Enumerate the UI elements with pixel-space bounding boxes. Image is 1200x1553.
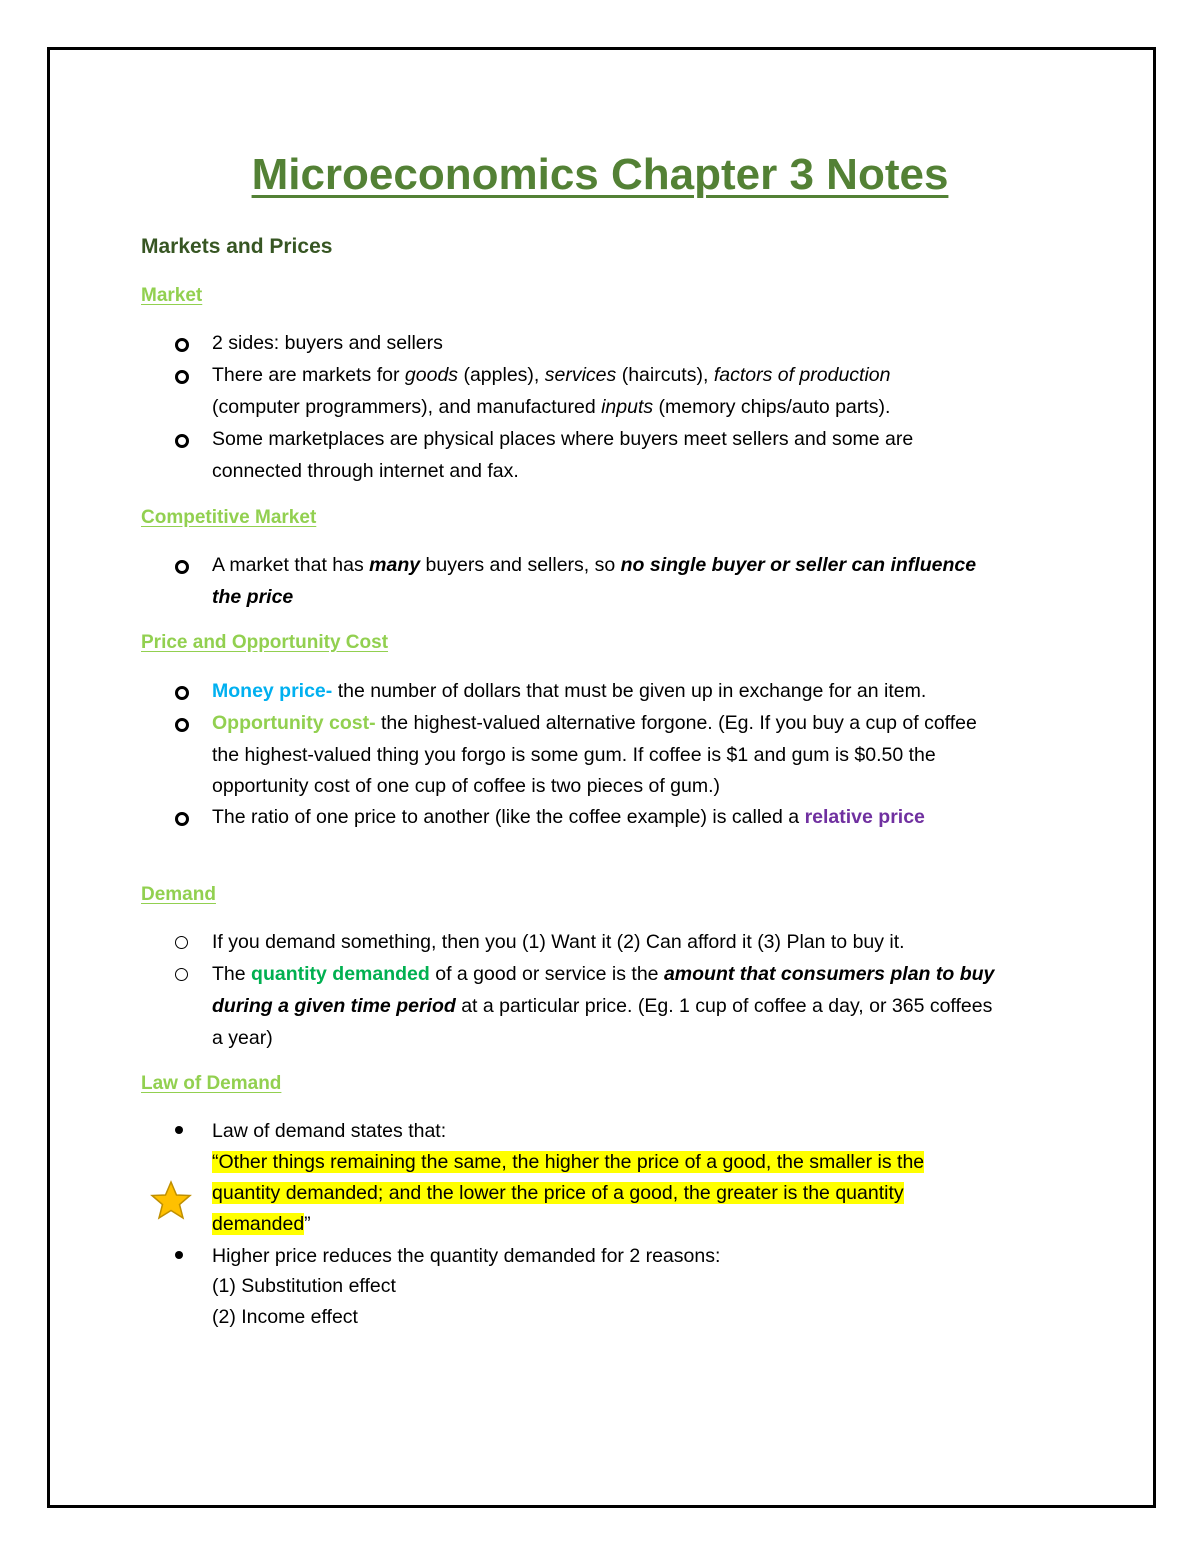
text: of a good or service is the	[429, 963, 664, 985]
market-bullet-1: 2 sides: buyers and sellers	[212, 332, 443, 354]
law-quote-line-3	[212, 1212, 311, 1236]
law-quote-line-2	[212, 1181, 904, 1205]
text: goods	[404, 364, 459, 386]
text: Money price-	[212, 680, 333, 702]
bullet-ring	[175, 560, 189, 574]
bullet-ring	[175, 338, 189, 352]
heading-price-opportunity-cost: Price and Opportunity Cost	[141, 632, 389, 653]
section-heading-markets-and-prices: Markets and Prices	[141, 235, 333, 258]
text: (apples),	[458, 364, 545, 386]
heading-demand: Demand	[141, 884, 216, 905]
text: demanded	[212, 1213, 305, 1235]
demand-bullet-2-cont-2: a year)	[212, 1027, 273, 1049]
market-bullet-2-cont	[212, 395, 890, 419]
bullet-ring	[175, 434, 189, 448]
bullet-ring-thin	[175, 968, 188, 981]
opportunity-cost-cont-1: the highest-valued thing you forgo is some gum. If coffee is $1 and gum is $0.50 the	[212, 744, 936, 766]
page-title: Microeconomics Chapter 3 Notes	[251, 150, 949, 199]
reason-1: (1) Substitution effect	[212, 1275, 396, 1297]
text: during a given time period	[212, 995, 456, 1017]
text: the number of dollars that must be given up in exchange for an item.	[332, 680, 927, 702]
competitive-bullet	[212, 553, 976, 577]
bullet-ring-thin	[175, 936, 188, 949]
heading-law-of-demand: Law of Demand	[141, 1073, 282, 1094]
market-bullet-3-cont: connected through internet and fax.	[212, 460, 519, 482]
text: “Other things remaining the same, the higher the price of a good, the smaller is the	[212, 1151, 925, 1173]
competitive-bullet-cont: the price	[212, 586, 294, 608]
demand-bullet-1: If you demand something, then you (1) Want it (2) Can afford it (3) Plan to buy it.	[212, 931, 905, 953]
text: quantity demanded	[251, 963, 430, 985]
text: A market that has	[212, 554, 370, 576]
law-bullet-2: Higher price reduces the quantity demanded for 2 reasons:	[212, 1245, 721, 1267]
demand-bullet-2	[212, 962, 994, 986]
heading-market: Market	[141, 285, 203, 306]
text: at a particular price. (Eg. 1 cup of coffee a day, or 365 coffees	[455, 995, 993, 1017]
text: (computer programmers), and manufactured	[212, 396, 602, 418]
bullet-ring	[175, 370, 189, 384]
text: no single buyer or seller can influence	[620, 554, 977, 576]
text: quantity demanded; and the lower the price of a good, the greater is the quantity	[212, 1182, 904, 1204]
heading-competitive-market: Competitive Market	[141, 507, 317, 528]
text: relative price	[804, 806, 925, 828]
law-bullet-1: Law of demand states that:	[212, 1120, 447, 1142]
relative-price-bullet	[212, 805, 925, 829]
star-icon	[150, 1180, 192, 1222]
text: ”	[304, 1213, 311, 1235]
market-bullet-3: Some marketplaces are physical places where buyers meet sellers and some are	[212, 428, 914, 450]
reason-2: (2) Income effect	[212, 1306, 358, 1328]
text: factors of production	[713, 364, 891, 386]
text: buyers and sellers, so	[420, 554, 621, 576]
text: many	[369, 554, 421, 576]
opportunity-cost-bullet	[212, 711, 977, 735]
money-price-bullet	[212, 679, 926, 703]
text: There are markets for	[212, 364, 405, 386]
law-quote-line-1	[212, 1150, 924, 1174]
market-bullet-2	[212, 363, 891, 387]
text: the highest-valued alternative forgone. (Eg. If you buy a cup of coffee	[375, 712, 977, 734]
text: The ratio of one price to another (like the coffee example) is called a	[212, 806, 805, 828]
bullet-dot	[175, 1251, 183, 1259]
text: (haircuts),	[616, 364, 714, 386]
text: amount that consumers plan to buy	[663, 963, 995, 985]
bullet-ring	[175, 686, 189, 700]
text: services	[544, 364, 617, 386]
text: Opportunity cost-	[212, 712, 376, 734]
text: The	[212, 963, 252, 985]
bullet-ring	[175, 812, 189, 826]
demand-bullet-2-cont-1	[212, 994, 992, 1018]
text: inputs	[601, 396, 654, 418]
bullet-dot	[175, 1126, 183, 1134]
bullet-ring	[175, 718, 189, 732]
opportunity-cost-cont-2: opportunity cost of one cup of coffee is two pieces of gum.)	[212, 775, 721, 797]
text: (memory chips/auto parts).	[653, 396, 891, 418]
